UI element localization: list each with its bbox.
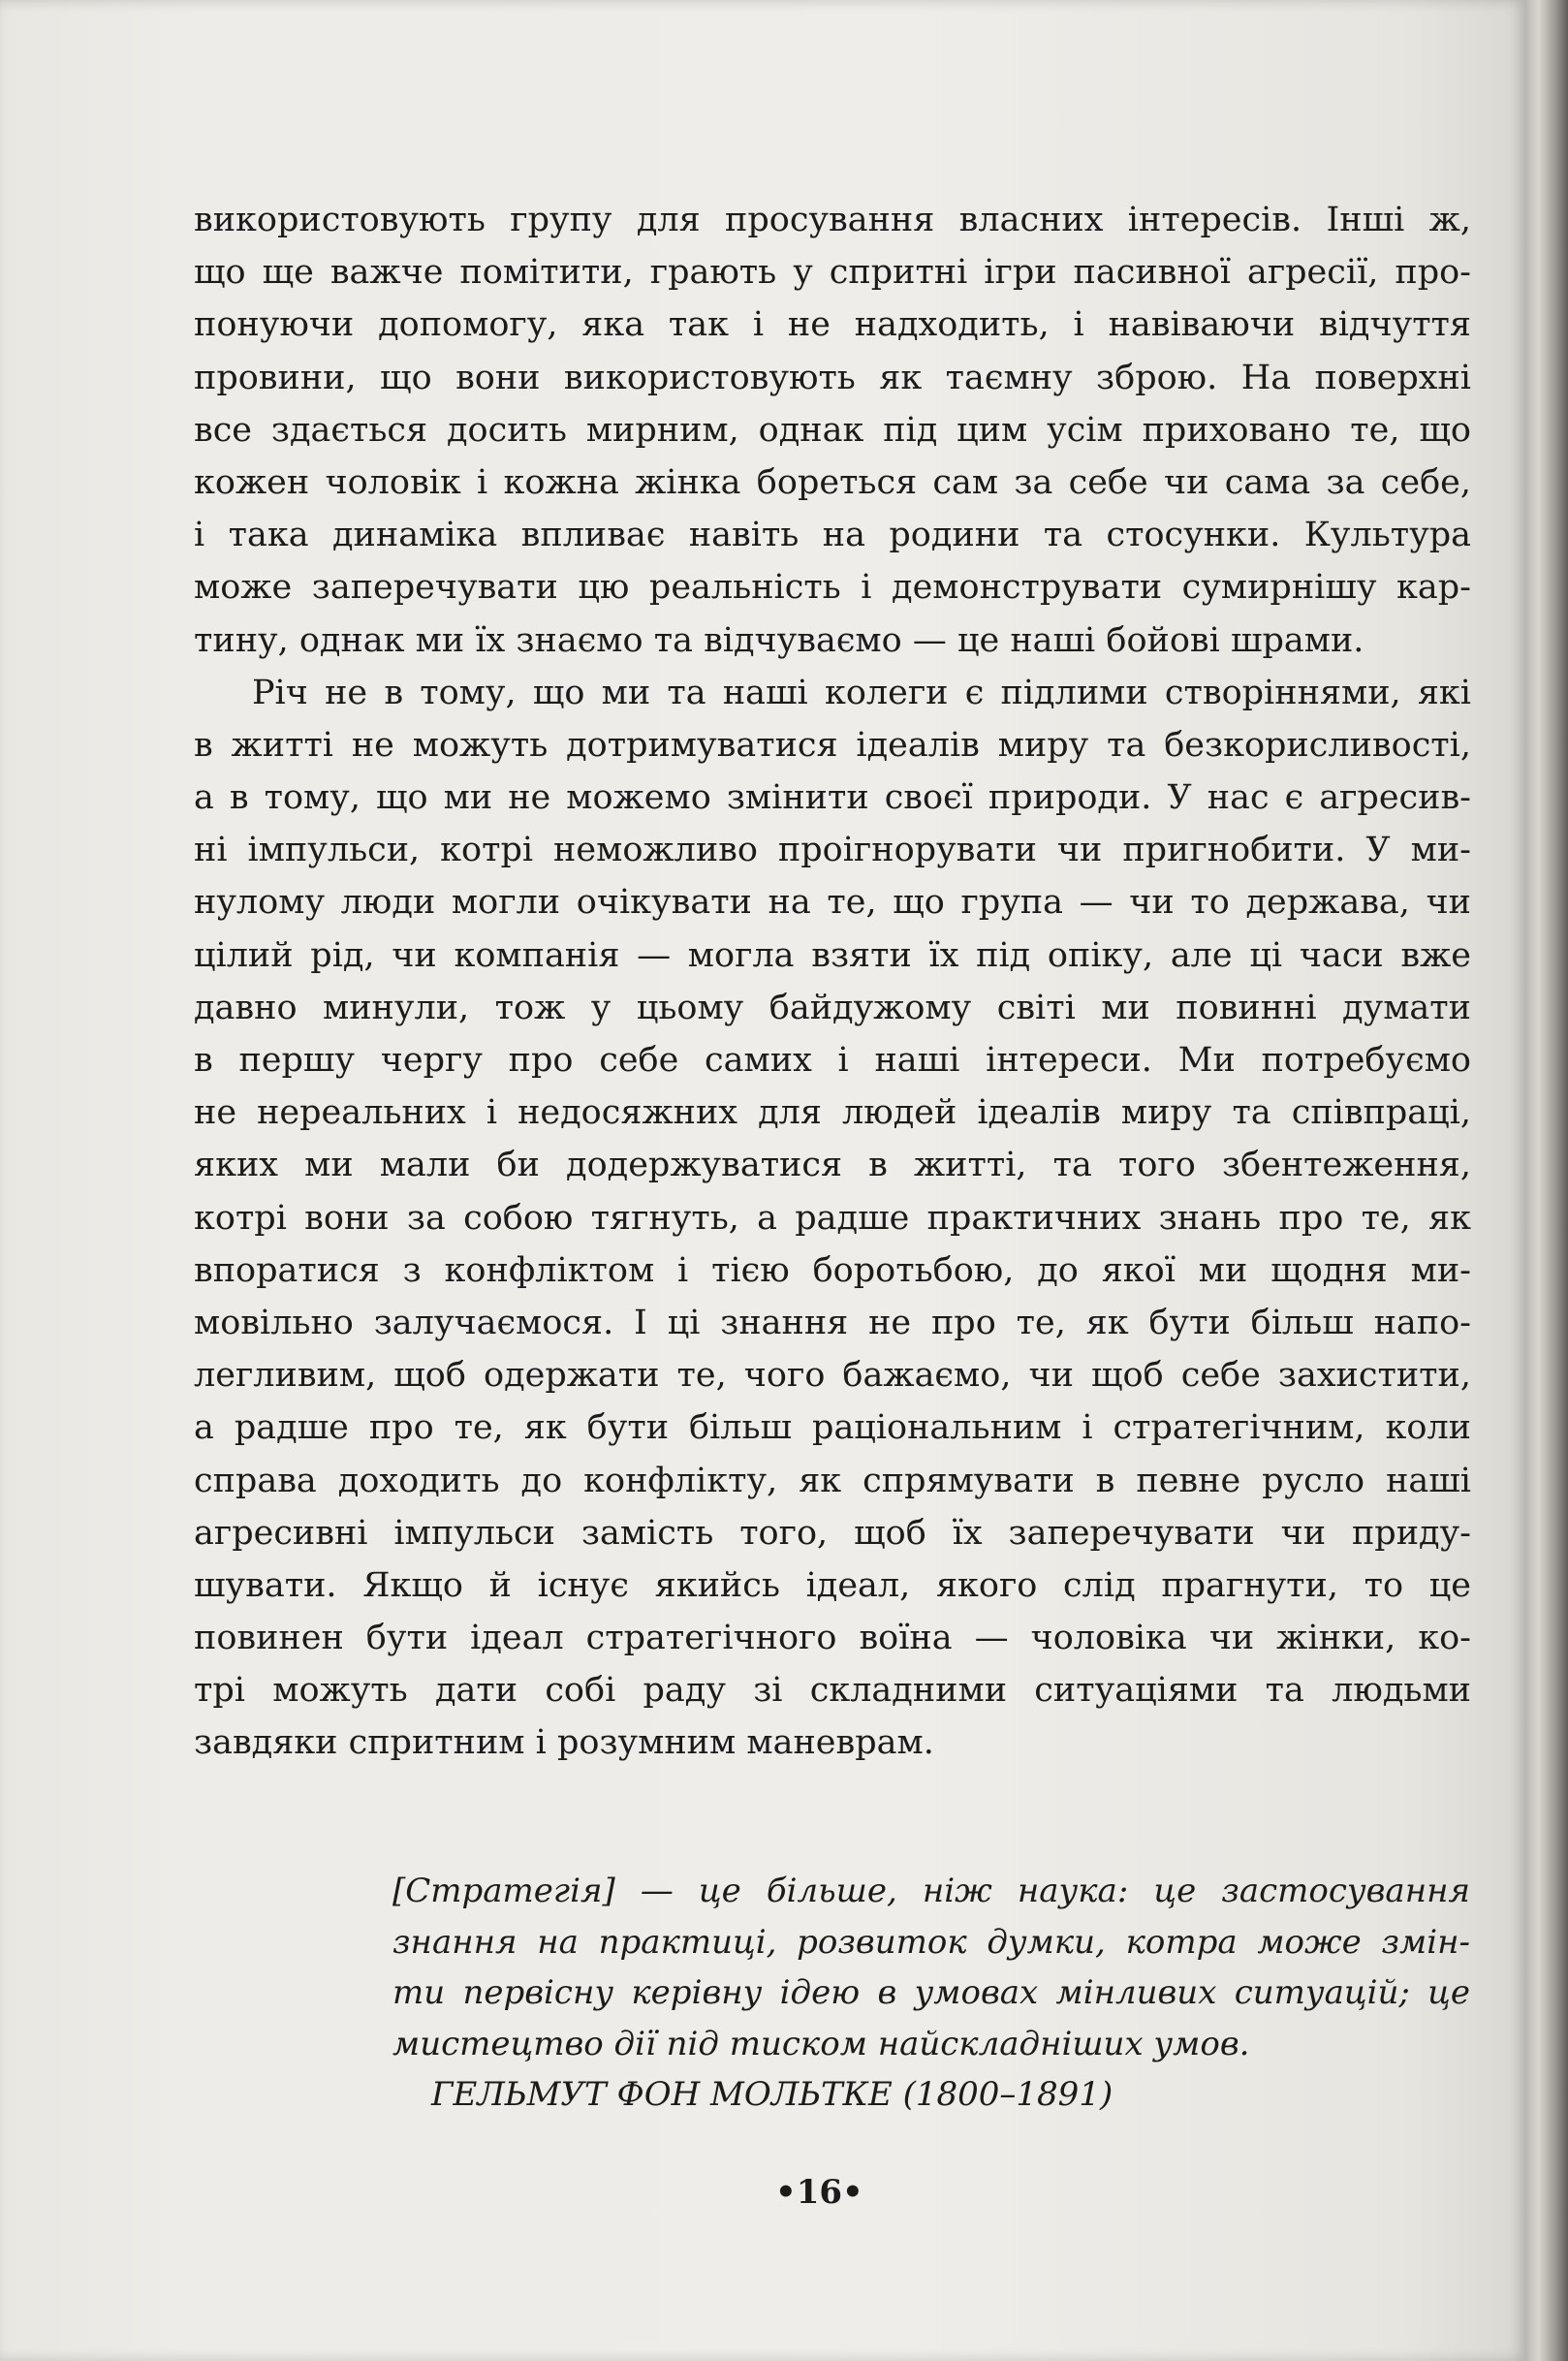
body-line: легливим, щоб одержати те, чого бажаємо, чи щоб себе захистити, bbox=[194, 1356, 1471, 1396]
epigraph-line: знання на практиці, розвиток думки, котра може змін- bbox=[392, 1922, 1470, 1962]
epigraph-quote bbox=[392, 1866, 1470, 2069]
body-line: а в тому, що ми не можемо змінити своєї природи. У нас є агресив- bbox=[194, 778, 1471, 818]
epigraph-line: [Стратегія] — це більше, ніж наука: це застосування bbox=[392, 1872, 1470, 1910]
body-line: агресивні імпульси замість того, щоб їх заперечувати чи приду- bbox=[194, 1513, 1471, 1553]
body-line: тину, однак ми їх знаємо та відчуваємо — це наші бойові шрами. bbox=[194, 620, 1364, 660]
body-line: яких ми мали би додержуватися в житті, та того збентеження, bbox=[194, 1146, 1471, 1185]
body-line: справа доходить до конфлікту, як спрямувати в певне русло наші bbox=[194, 1461, 1471, 1500]
body-line: котрі вони за собою тягнуть, а радше практичних знань про те, як bbox=[194, 1198, 1471, 1238]
epigraph-line: мистецтво дії під тиском найскладніших умов. bbox=[392, 2024, 1250, 2063]
body-line: впоратися з конфліктом і тією боротьбою, до якої ми щодня ми- bbox=[194, 1250, 1471, 1290]
body-line: використовують групу для просування власних інтересів. Інші ж, bbox=[194, 201, 1471, 239]
body-line: понуючи допомогу, яка так і не надходить, і навіваючи відчуття bbox=[194, 305, 1471, 345]
paragraph-start-line: Річ не в тому, що ми та наші колеги є підлими створіннями, які bbox=[252, 673, 1471, 712]
body-line: шувати. Якщо й існує якийсь ідеал, якого слід прагнути, то це bbox=[194, 1565, 1471, 1605]
body-line: все здається досить мирним, однак під цим усім приховано те, що bbox=[194, 410, 1471, 450]
body-line: трі можуть дати собі раду зі складними ситуаціями та людьми bbox=[194, 1671, 1471, 1711]
body-line: в житті не можуть дотримуватися ідеалів миру та безкорисливості, bbox=[194, 725, 1471, 765]
body-line: що ще важче помітити, грають у спритні ігри пасивної агресії, про- bbox=[194, 253, 1471, 293]
body-line: ні імпульси, котрі неможливо проігнорувати чи пригнобити. У ми- bbox=[194, 831, 1471, 870]
body-line: в першу чергу про себе самих і наші інтереси. Ми потребуємо bbox=[194, 1041, 1471, 1080]
body-line: кожен чоловік і кожна жінка бореться сам за себе чи сама за себе, bbox=[194, 462, 1471, 502]
body-line: повинен бути ідеал стратегічного воїна — чоловіка чи жінки, ко- bbox=[194, 1619, 1471, 1658]
body-line: нулому люди могли очікувати на те, що група — чи то держава, чи bbox=[194, 883, 1471, 923]
body-line: завдяки спритним і розумним маневрам. bbox=[194, 1723, 934, 1763]
body-line: не нереальних і недосяжних для людей ідеалів миру та співпраці, bbox=[194, 1093, 1471, 1133]
page-edge bbox=[1526, 0, 1568, 2361]
epigraph-line: ти первісну керівну ідею в умовах мінливих ситуацій; це bbox=[392, 1973, 1470, 2012]
body-line: може заперечувати цю реальність і демонструвати сумирнішу кар- bbox=[194, 568, 1471, 608]
body-line: провини, що вони використовують як таємну зброю. На поверхні bbox=[194, 358, 1471, 397]
page-number: •16• bbox=[775, 2173, 863, 2212]
body-line: а радше про те, як бути більш раціональним і стратегічним, коли bbox=[194, 1408, 1471, 1448]
body-line: мовільно залучаємося. І ці знання не про те, як бути більш напо- bbox=[194, 1303, 1471, 1342]
body-line: цілий рід, чи компанія — могла взяти їх під опіку, але ці часи вже bbox=[194, 935, 1471, 975]
epigraph-author: ГЕЛЬМУТ ФОН МОЛЬТКЕ (1800–1891) bbox=[431, 2075, 1113, 2114]
body-line: і така динаміка впливає навіть на родини та стосунки. Культура bbox=[194, 516, 1471, 555]
body-line: давно минули, тож у цьому байдужому світі ми повинні думати bbox=[194, 988, 1471, 1027]
body-text bbox=[194, 194, 1471, 1770]
